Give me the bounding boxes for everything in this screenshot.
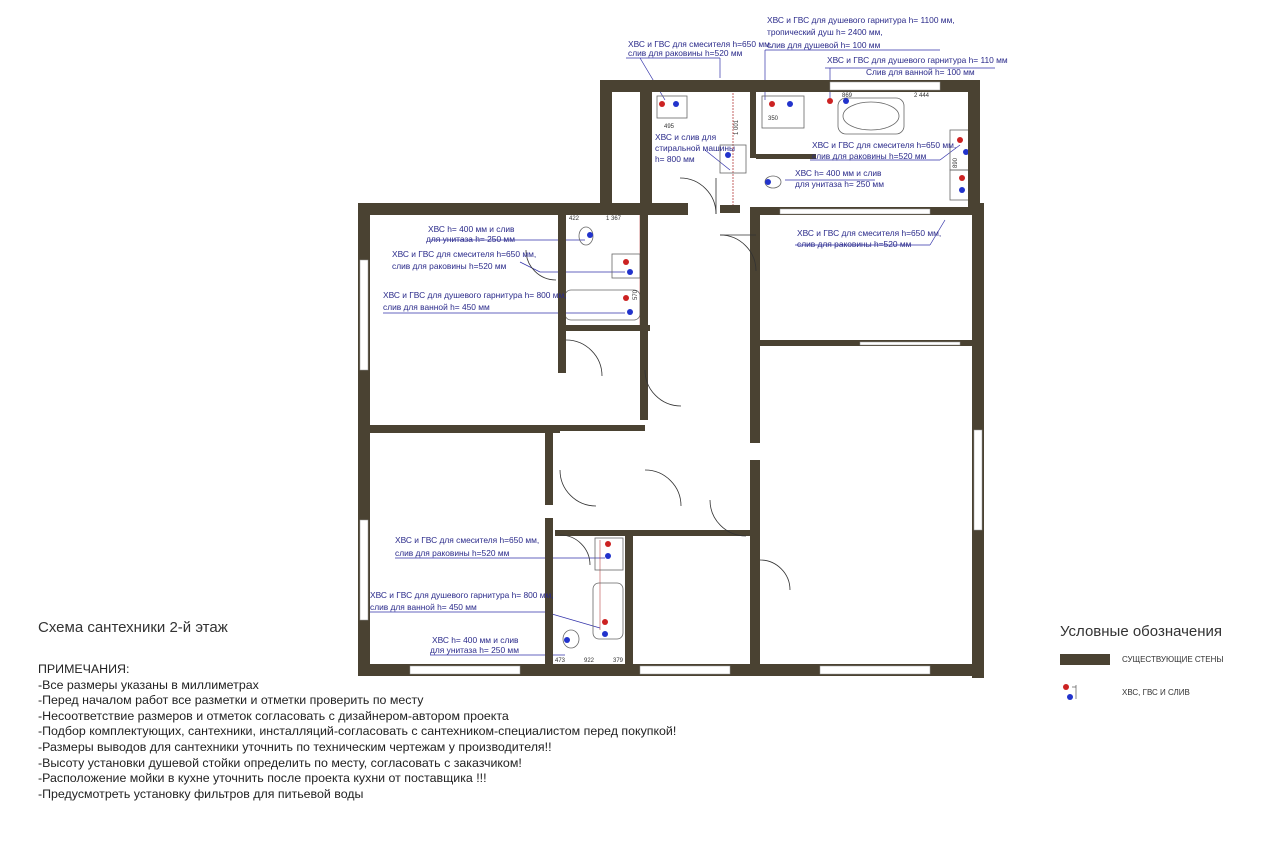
annotation-text: ХВС h= 400 мм и слив [428, 224, 515, 234]
dimension-label: 422 [569, 216, 580, 222]
dimension-label: 890 [953, 157, 959, 168]
dimension-label: 1 367 [606, 216, 622, 222]
dimension-label: 1 001 [734, 119, 740, 135]
annotation-text: ХВС и ГВС для душевого гарнитура h= 110 мм [827, 55, 1008, 65]
notes-block [38, 662, 676, 802]
annotation-text: слив для раковины h=520 мм [797, 239, 912, 249]
annotation-text: стиральной машины [655, 143, 736, 153]
dimension-label: 869 [842, 93, 853, 99]
note-item: -Все размеры указаны в миллиметрах [38, 677, 259, 692]
annotation-text: для унитаза h= 250 мм [795, 179, 884, 189]
annotation-text: слив для раковины h=520 мм [812, 151, 927, 161]
annotation-text: h= 800 мм [655, 154, 695, 164]
note-item: -Несоответствие размеров и отметок согласовать с дизайнером-автором проекта [38, 708, 509, 723]
annotation-text: тропический душ h= 2400 мм, [767, 27, 883, 37]
annotation-text: ХВС и ГВС для душевого гарнитура h= 800 мм, [370, 590, 554, 600]
annotation-text: ХВС и ГВС для смесителя h=650 мм, [628, 39, 773, 49]
wall-swatch [1060, 654, 1110, 665]
pipe-symbol-icon [1060, 682, 1110, 702]
dimension-label: 495 [664, 124, 675, 130]
legend-pipes-label: ХВС, ГВС И СЛИВ [1122, 687, 1190, 697]
dimension-label: 2 444 [914, 93, 930, 99]
legend-pipes [1060, 682, 1190, 702]
dimension-label: 473 [555, 658, 566, 664]
annotation-text: слив для душевой h= 100 мм [767, 40, 881, 50]
note-item: -Предусмотреть установку фильтров для питьевой воды [38, 786, 364, 801]
note-item: -Перед началом работ все разметки и отметки проверить по месту [38, 693, 424, 708]
annotation-text: ХВС и ГВС для смесителя h=650 мм, [797, 228, 942, 238]
annotation-text: слив для раковины h=520 мм [628, 48, 743, 58]
annotation-text: слив для ванной h= 450 мм [370, 602, 477, 612]
annotation-text: слив для раковины h=520 мм [392, 261, 507, 271]
annotation-text: слив для раковины h=520 мм [395, 548, 510, 558]
note-item: -Размеры выводов для сантехники уточнить по техническим чертежам у производителя!! [38, 739, 552, 754]
drawing-title: Схема сантехники 2-й этаж [38, 619, 228, 636]
annotation-text: ХВС h= 400 мм и слив [432, 635, 519, 645]
annotation-text: ХВС и слив для [655, 132, 717, 142]
annotation-text: ХВС h= 400 мм и слив [795, 168, 882, 178]
note-item: -Подбор комплектующих, сантехники, инсталляций-согласовать с сантехником-специалистом перед покупкой! [38, 724, 677, 739]
legend-walls [1060, 654, 1223, 665]
dimension-label: 379 [613, 658, 624, 664]
note-item: -Расположение мойки в кухне уточнить после проекта кухни от поставщика !!! [38, 771, 487, 786]
annotation-text: Слив для ванной h= 100 мм [866, 67, 975, 77]
annotation-text: ХВС и ГВС для смесителя h=650 мм, [392, 249, 537, 259]
plan-annotations [358, 15, 1008, 678]
annotation-text: для унитаза h= 250 мм [430, 645, 519, 655]
notes-heading: ПРИМЕЧАНИЯ: [38, 662, 130, 676]
annotation-text: для унитаза h= 250 мм [426, 234, 515, 244]
dimension-label: 350 [768, 116, 779, 122]
dimension-label: 922 [584, 658, 595, 664]
annotation-text: слив для ванной h= 450 мм [383, 302, 490, 312]
annotation-text: ХВС и ГВС для смесителя h=650 мм, [812, 140, 957, 150]
legend-walls-label: СУЩЕСТВУЮЩИЕ СТЕНЫ [1122, 655, 1224, 664]
annotation-text: ХВС и ГВС для смесителя h=650 мм, [395, 535, 540, 545]
dimension-label: 570 [633, 289, 639, 300]
note-item: -Высоту установки душевой стойки определить по месту, согласовать с заказчиком! [38, 755, 522, 770]
annotation-text: ХВС и ГВС для душевого гарнитура h= 1100 мм, [767, 15, 955, 25]
annotation-text: ХВС и ГВС для душевого гарнитура h= 800 мм, [383, 290, 567, 300]
legend-title: Условные обозначения [1060, 623, 1223, 640]
